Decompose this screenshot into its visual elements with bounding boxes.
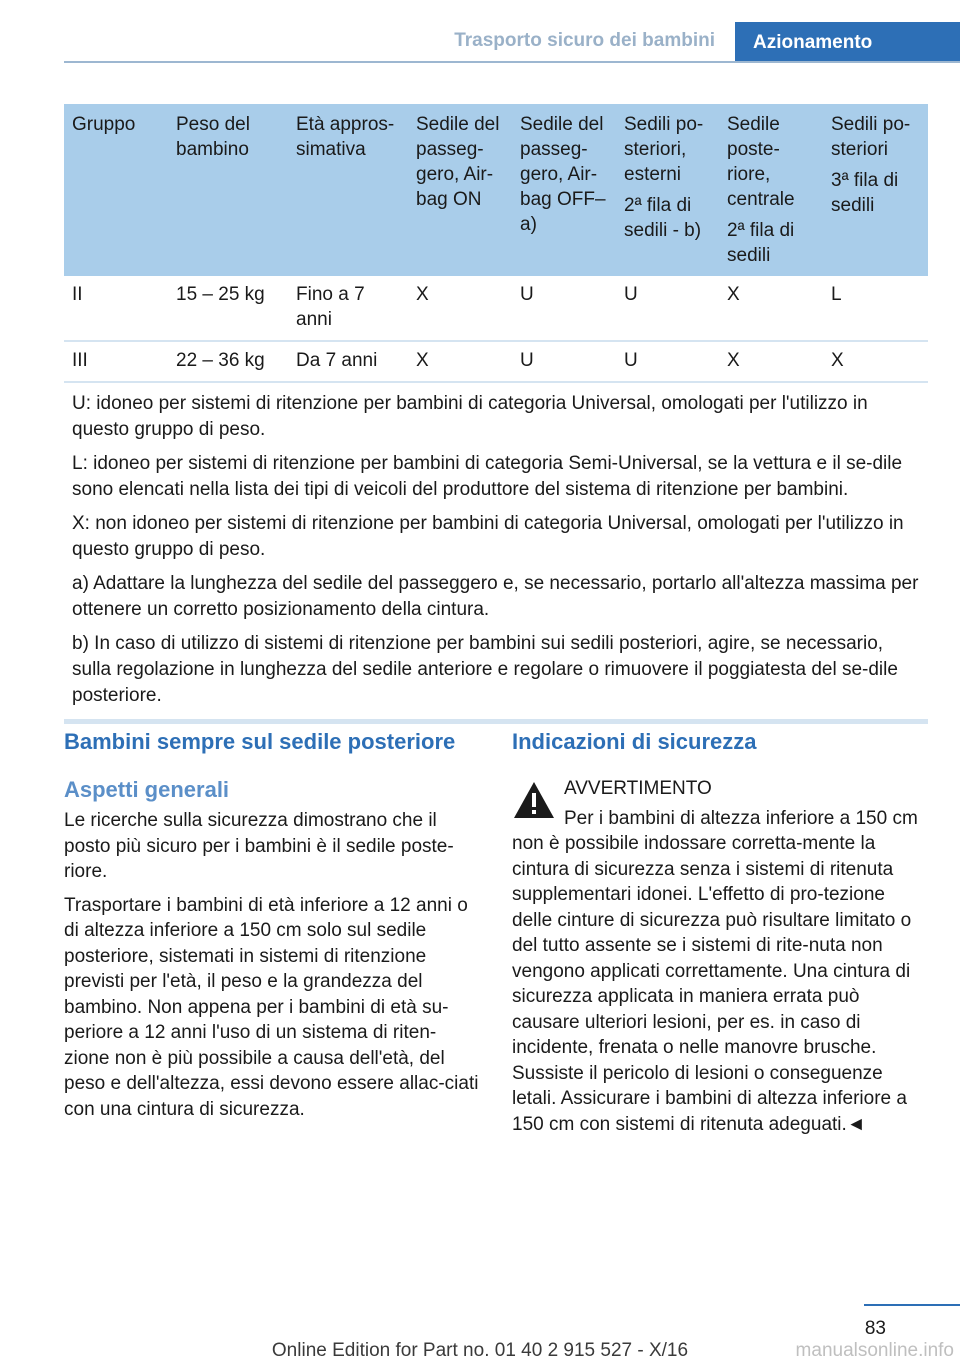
child-seat-table — [64, 104, 928, 724]
header-cell — [616, 112, 719, 276]
table-cell: U — [520, 350, 534, 371]
table-cell: L — [831, 284, 842, 305]
warning-text: Per i bambini di altezza inferiore a 150 cm non è possibile indossare corretta-mente la cintura di sicurezza senza i sistemi di ritenuta supplementari idonei. L'effetto di pro-tezione delle cinture di sicurezza può risultare limitato o del tutto assente se i sistemi di rite-nuta non vengono applicati correttamente. Una cintura di sicurezza applicata in maniera errata può causare ulteriori lesioni, per es. in caso di incidente, frenata o nelle manovre brusche. Sussiste il pericolo di lesioni o conseguenze letali. Assicurare i bambini di altezza inferiore a 150 cm con sistemi di ritenuta adeguati.◄ — [512, 807, 918, 1135]
header-text: Sedile del passeg-gero, Air-bag ON — [416, 114, 500, 210]
right-column — [512, 728, 928, 1145]
warning-label: AVVERTIMENTO — [564, 778, 712, 799]
table-cell: 15 – 25 kg — [176, 284, 265, 305]
page-number: 83 — [864, 1318, 886, 1339]
table-cell: Da 7 anni — [296, 350, 378, 371]
table-cell: U — [624, 284, 638, 305]
table-cell: Fino a 7 anni — [296, 284, 365, 330]
header-subtext: 3ª fila di sedili — [831, 170, 899, 216]
header-divider — [64, 61, 960, 63]
header-cell — [168, 112, 288, 276]
table-header-row — [64, 104, 928, 276]
header-text: Peso del bambino — [176, 114, 250, 160]
table-cell: X — [416, 350, 429, 371]
header-subtext: 2ª fila di sedili - b) — [624, 195, 702, 241]
table-cell: X — [727, 350, 740, 371]
table-row — [64, 342, 928, 383]
section-title: Indicazioni di sicurezza — [512, 729, 757, 754]
table-cell: X — [727, 284, 740, 305]
paragraph: Trasportare i bambini di età inferiore a 12 anni o di altezza inferiore a 150 cm solo sul sedile posteriore, sistemati in sistemi di ritenzione previsti per l'età, il peso e la grandezza del bambino. Non appena per i bambini di età su-periore a 12 anni l'uso di un sistema di riten-zione non è più possibile a causa dell'età, del peso e dell'altezza, essi devono essere allac-ciati con una cintura di sicurezza. — [64, 894, 479, 1120]
header-text: Gruppo — [72, 114, 136, 135]
header-section-title: Trasporto sicuro dei bambini — [454, 30, 715, 51]
table-cell: X — [831, 350, 844, 371]
note-a: a) Adattare la lunghezza del sedile del passeggero e, se necessario, portarlo all'altezza massima per ottenere un corretto posizionamento della cintura. — [72, 573, 919, 620]
note-b: b) In caso di utilizzo di sistemi di ritenzione per bambini sui sedili posteriori, agire, se necessario, sulla regolazione in lunghezza del sedile anteriore e regolare o rimuovere il poggiatesta del se-dile posteriore. — [72, 633, 898, 706]
warning-triangle-icon — [512, 780, 556, 820]
subsection-title: Aspetti generali — [64, 777, 230, 802]
section-title: Bambini sempre sul sedile posteriore — [64, 729, 456, 754]
table-cell: U — [624, 350, 638, 371]
header-cell — [288, 112, 408, 276]
table-cell: 22 – 36 kg — [176, 350, 265, 371]
header-text: Sedile poste-riore, centrale — [727, 114, 795, 210]
header-chapter-tab: Azionamento — [735, 22, 960, 62]
page-header — [0, 0, 960, 64]
watermark: manualsonline.info — [795, 1340, 954, 1361]
paragraph: Le ricerche sulla sicurezza dimostrano che il posto più sicuro per i bambini è il sedile poste-riore. — [64, 810, 454, 882]
note-l: L: idoneo per sistemi di ritenzione per bambini di categoria Semi-Universal, se la vettura e il se-dile sono elencati nella lista dei tipi di veicoli del produttore del sistema di ritenzione per bambini. — [72, 453, 903, 500]
table-cell: U — [520, 284, 534, 305]
header-cell — [719, 112, 823, 276]
table-cell: X — [416, 284, 429, 305]
header-cell — [823, 112, 928, 276]
table-row — [64, 276, 928, 342]
header-text: Età appros-simativa — [296, 114, 395, 160]
edition-footer: Online Edition for Part no. 01 40 2 915 527 - X/16 — [271, 1340, 689, 1361]
header-text: Sedile del passeg-gero, Air-bag OFF– a) — [520, 114, 606, 235]
header-text: Sedili po-steriori — [831, 114, 911, 160]
header-text: Sedili po-steriori, esterni — [624, 114, 704, 185]
header-cell — [512, 112, 616, 276]
table-cell: III — [72, 350, 88, 371]
left-column — [64, 728, 480, 1130]
note-x: X: non idoneo per sistemi di ritenzione per bambini di categoria Universal, omologati per l'utilizzo in questo gruppo di peso. — [72, 513, 904, 560]
table-notes — [64, 383, 928, 724]
table-cell: II — [72, 284, 83, 305]
header-cell — [408, 112, 512, 276]
warning-block — [512, 776, 928, 1137]
footer-accent-line — [864, 1304, 960, 1306]
header-cell — [64, 112, 168, 276]
note-u: U: idoneo per sistemi di ritenzione per bambini di categoria Universal, omologati per l'utilizzo in questo gruppo di peso. — [72, 393, 868, 440]
header-subtext: 2ª fila di sedili — [727, 220, 795, 266]
